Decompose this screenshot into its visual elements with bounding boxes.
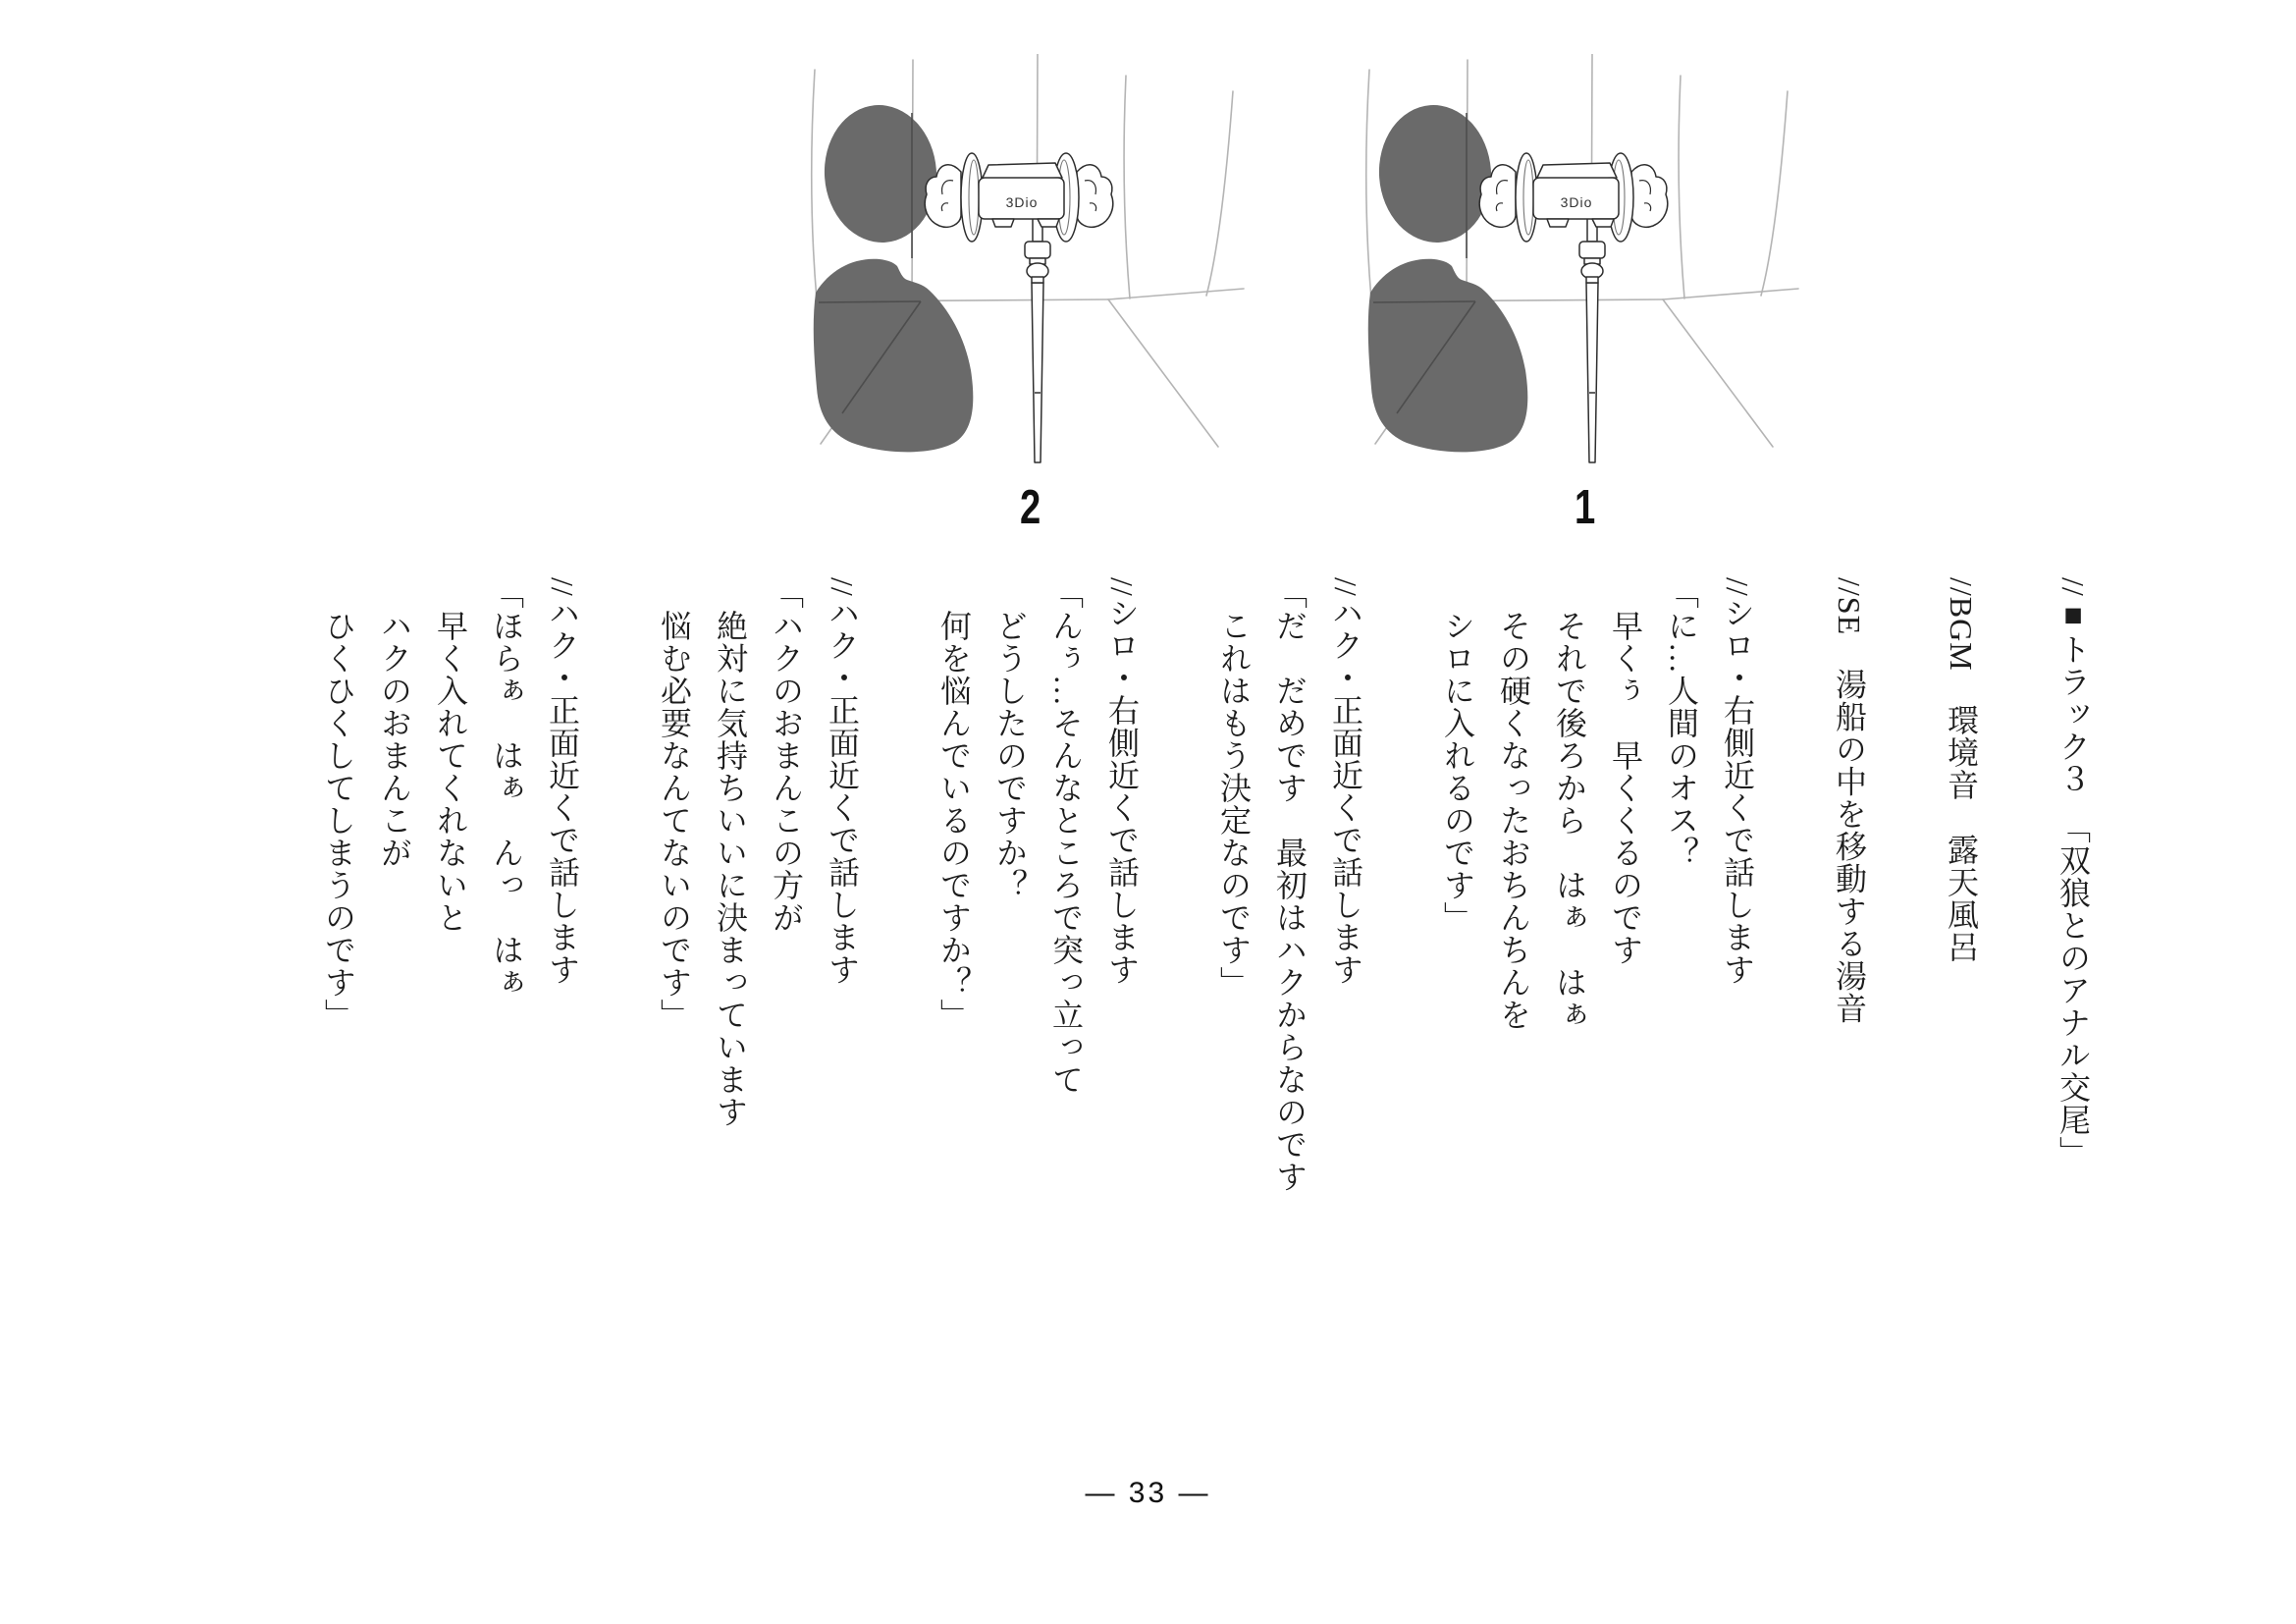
script-group: [1429, 577, 1765, 1230]
script-group: [926, 577, 1149, 1230]
dialogue-line: 早くぅ 早くくるのです: [1608, 577, 1643, 966]
dialogue-line: 早く入れてくれないと: [433, 577, 468, 934]
dialogue-line: シロに入れるのです」: [1440, 577, 1475, 934]
figure-1-box: [1360, 54, 1811, 534]
dialogue-line: 「に…人間のオス？: [1664, 577, 1699, 869]
page-number: — 33 —: [1085, 1477, 1211, 1509]
dialogue-line: それで後ろから はぁ はぁ: [1552, 577, 1587, 1031]
dialogue-line: 悩む必要なんてないのです」: [657, 577, 692, 1031]
mic-brand-text: 3Dio: [1560, 194, 1593, 210]
script-group: [310, 577, 590, 1230]
direction-line: //SE 湯船の中を移動する湯音: [1832, 577, 1867, 1025]
direction-line: //シロ・右側近くで話します: [1720, 577, 1755, 986]
direction-line: //シロ・右側近くで話します: [1104, 577, 1140, 986]
direction-line: //ハク・正面近くで話します: [825, 577, 860, 986]
right-ear-icon: [1077, 165, 1113, 227]
script-group: [1821, 577, 1877, 1230]
right-ear-icon: [1631, 165, 1668, 227]
direction-line: //BGM 環境音 露天風呂: [1944, 577, 1979, 963]
direction-line: //■トラック３ 「双狼とのアナル交尾」: [2056, 577, 2091, 1168]
mic-brand-text: 3Dio: [1005, 194, 1039, 210]
dialogue-line: 何を悩んでいるのですか？」: [936, 577, 972, 1031]
dialogue-line: どうしたのですか？: [992, 577, 1028, 901]
direction-line: //ハク・正面近くで話します: [1328, 577, 1363, 986]
dialogue-line: 「ハクのおまんこの方が: [769, 577, 804, 934]
dialogue-line: 「ほらぁ はぁ んっ はぁ: [489, 577, 524, 999]
dialogue-line: ひくひくしてしまうのです」: [321, 577, 356, 1031]
figure-2-box: [805, 54, 1256, 534]
dialogue-line: 「だ だめです 最初はハクからなのです: [1272, 577, 1308, 1193]
script-group: [1205, 577, 1373, 1230]
script-group: [646, 577, 870, 1230]
figure-2-label: 2: [1020, 481, 1041, 534]
dialogue-line: その硬くなったおちんちんを: [1496, 577, 1531, 1031]
figure-1-label: 1: [1575, 481, 1596, 534]
direction-line: //ハク・正面近くで話します: [545, 577, 580, 986]
person-silhouette: [814, 101, 974, 452]
figure-illustration: [1360, 54, 1811, 466]
dialogue-line: これはもう決定なのです」: [1216, 577, 1252, 999]
script-group: [2045, 577, 2101, 1230]
dialogue-line: 絶対に気持ちいいに決まっています: [713, 577, 748, 1128]
dialogue-line: ハクのおまんこが: [377, 577, 412, 869]
figure-illustration: [805, 54, 1256, 466]
script-block: [310, 577, 2101, 1230]
dialogue-line: 「んぅ…そんなところで突っ立って: [1048, 577, 1084, 1096]
person-silhouette: [1368, 101, 1528, 452]
script-group: [1933, 577, 1989, 1230]
